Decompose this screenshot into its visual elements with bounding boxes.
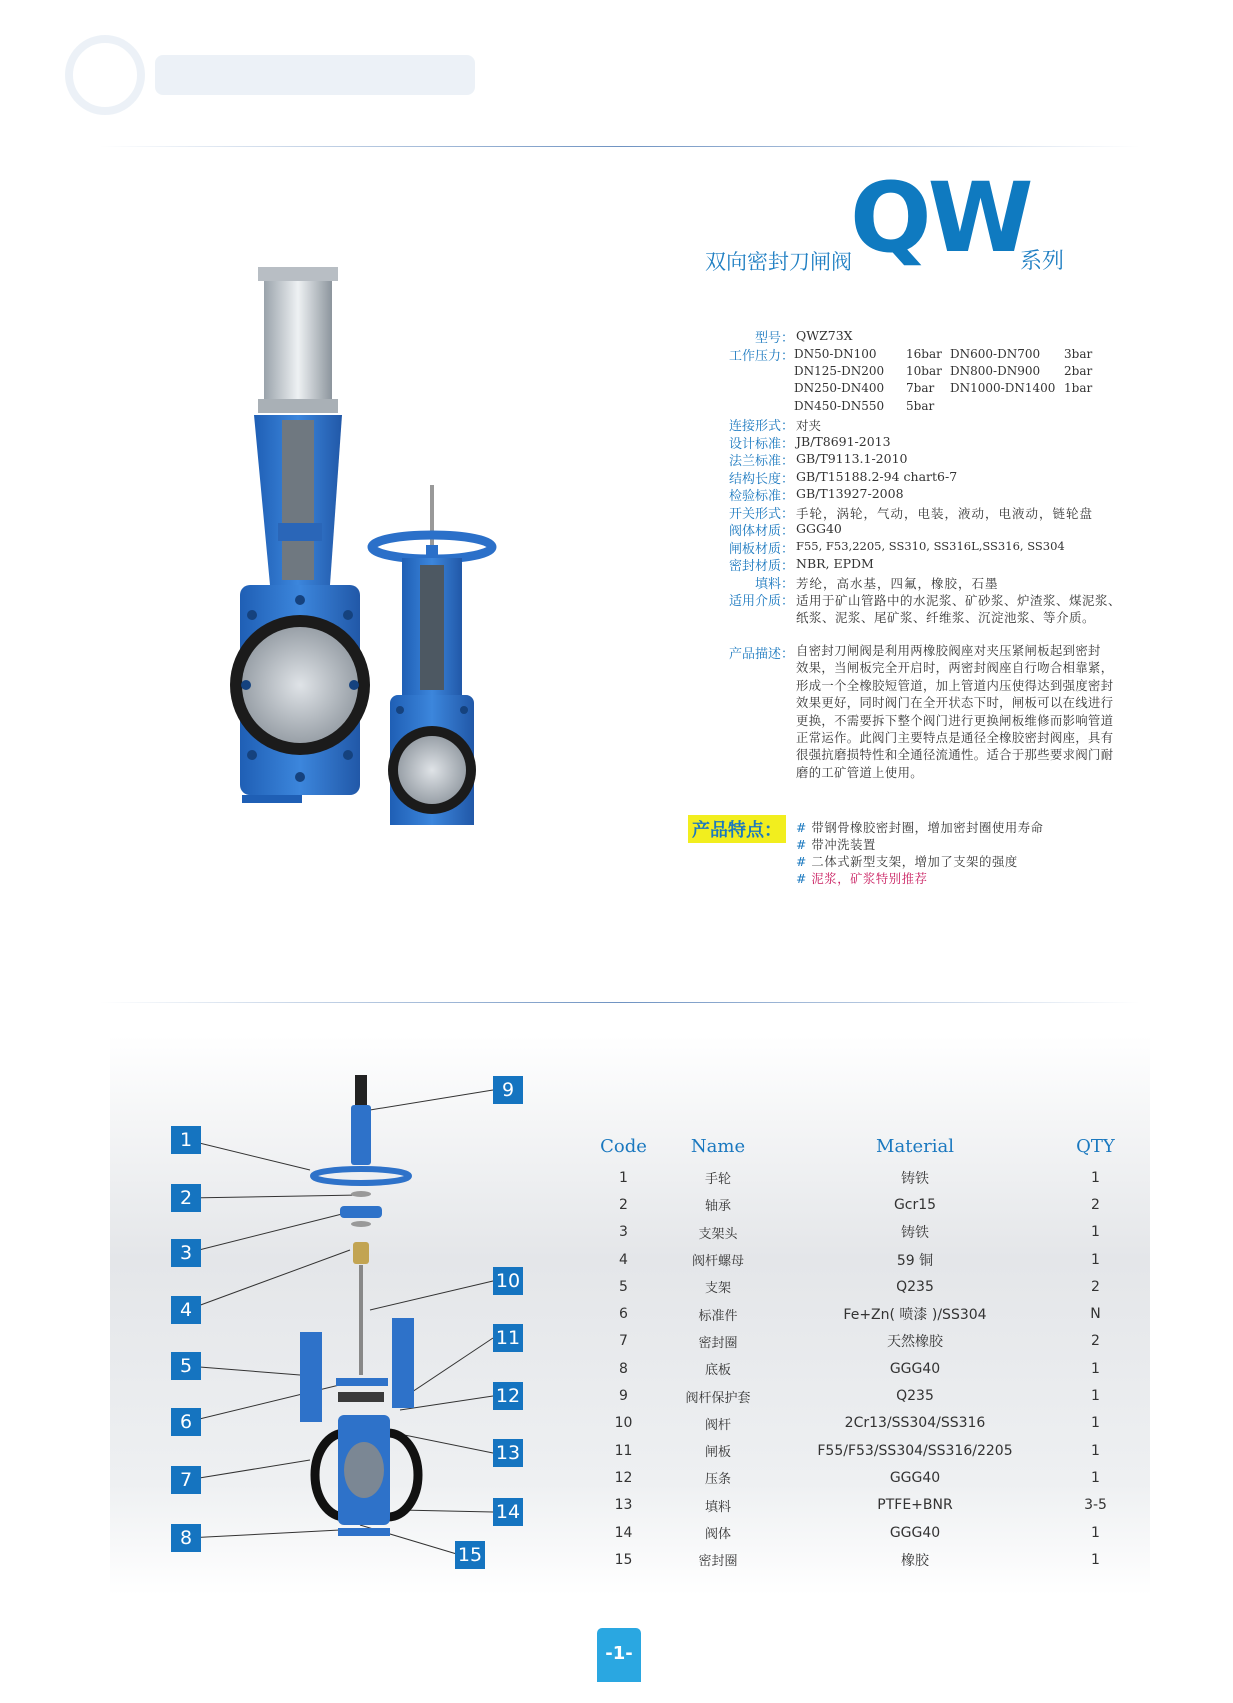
spec-value: GB/T9113.1-2010 xyxy=(796,451,908,466)
pressure-cell: DN1000-DN1400 xyxy=(950,381,1056,396)
part-code: 12 xyxy=(614,1469,633,1486)
part-material: Fe+Zn( 喷漆 )/SS304 xyxy=(843,1307,987,1324)
description-body xyxy=(796,643,1166,782)
spec-label: 连接形式： xyxy=(728,419,794,434)
part-material: F55/F53/SS304/SS316/2205 xyxy=(817,1442,1013,1459)
part-name: 底板 xyxy=(704,1363,731,1379)
description-line: 更换，不需要拆下整个阀门进行更换闸板维修而影响管道 xyxy=(796,713,1114,728)
exploded-view-diagram xyxy=(160,1060,540,1580)
feature-text: 泥浆，矿浆特别推荐 xyxy=(811,872,928,886)
spec-value: 手轮，涡轮，气动，电装，液动，电液动，链轮盘 xyxy=(796,506,1094,521)
feature-item xyxy=(796,869,928,887)
spec-value: F55, F53,2205, SS310, SS316L,SS316, SS304 xyxy=(796,539,1065,553)
part-code: 8 xyxy=(619,1360,628,1377)
part-material: 铸铁 xyxy=(901,1170,929,1187)
parts-row xyxy=(585,1219,1135,1246)
pressure-cell: DN450-DN550 xyxy=(794,398,885,413)
pressure-cell: 5bar xyxy=(906,398,935,413)
pressure-row xyxy=(794,397,1098,414)
part-material: 铸铁 xyxy=(901,1225,929,1242)
pressure-cell: 10bar xyxy=(906,364,942,379)
pressure-cell: 16bar xyxy=(906,346,942,361)
col-qty: QTY xyxy=(1076,1135,1115,1157)
part-code: 11 xyxy=(614,1442,633,1459)
callout-14: 14 xyxy=(493,1498,523,1526)
middle-divider xyxy=(100,1002,1140,1003)
model-value: QWZ73X xyxy=(796,328,853,343)
parts-row xyxy=(585,1328,1135,1355)
part-code: 1 xyxy=(619,1169,628,1186)
spec-value: 芳纶，高水基，四氟，橡胶，石墨 xyxy=(796,576,999,591)
part-material: Q235 xyxy=(896,1388,934,1405)
callout-7: 7 xyxy=(171,1466,201,1494)
part-name: 密封圈 xyxy=(698,1554,738,1570)
part-qty: 2 xyxy=(1091,1278,1100,1295)
feature-text: 二体式新型支架，增加了支架的强度 xyxy=(811,855,1018,869)
col-name: Name xyxy=(690,1135,746,1157)
pressure-label: 工作压力： xyxy=(728,349,794,364)
part-qty: 1 xyxy=(1091,1524,1100,1541)
part-material: 橡胶 xyxy=(901,1552,929,1569)
pressure-row xyxy=(794,380,1098,397)
part-material: 2Cr13/SS304/SS316 xyxy=(844,1415,986,1432)
part-name: 填料 xyxy=(704,1499,731,1515)
feature-text: 带钢骨橡胶密封圈，增加密封圈使用寿命 xyxy=(811,821,1044,835)
part-code: 3 xyxy=(619,1224,628,1241)
part-material: 59 铜 xyxy=(896,1252,934,1269)
spec-value: GGG40 xyxy=(796,521,842,536)
callout-12: 12 xyxy=(493,1382,523,1410)
feature-hash: # xyxy=(796,821,807,835)
company-logo-watermark xyxy=(60,30,480,120)
feature-item xyxy=(796,818,1044,836)
callout-10: 10 xyxy=(493,1267,523,1295)
parts-row xyxy=(585,1300,1135,1327)
part-name: 压条 xyxy=(704,1472,731,1488)
feature-hash: # xyxy=(796,838,807,852)
pressure-cell xyxy=(950,397,1064,414)
parts-row xyxy=(585,1464,1135,1491)
top-divider xyxy=(100,146,1140,147)
pressure-cell: 3bar xyxy=(1064,346,1093,361)
part-code: 10 xyxy=(614,1415,633,1432)
pressure-table xyxy=(794,345,1098,415)
part-code: 15 xyxy=(614,1551,633,1568)
part-qty: 2 xyxy=(1091,1196,1100,1213)
col-material: Material xyxy=(876,1135,954,1157)
part-qty: 3-5 xyxy=(1084,1497,1107,1514)
spec-label: 密封材质： xyxy=(728,559,794,574)
part-material: 天然橡胶 xyxy=(887,1334,943,1351)
part-name: 闸板 xyxy=(704,1445,731,1461)
pressure-cell: 2bar xyxy=(1064,364,1093,379)
part-material: Q235 xyxy=(896,1278,934,1295)
part-code: 9 xyxy=(619,1388,628,1405)
callout-3: 3 xyxy=(171,1239,201,1267)
part-qty: 1 xyxy=(1091,1388,1100,1405)
pressure-cell: 7bar xyxy=(906,381,935,396)
pressure-cell: DN50-DN100 xyxy=(794,346,877,361)
spec-value: 对夹 xyxy=(796,418,822,433)
parts-row xyxy=(585,1355,1135,1382)
parts-table xyxy=(585,1128,1135,1573)
description-line: 磨的工矿管道上使用。 xyxy=(796,765,923,780)
description-label: 产品描述： xyxy=(728,647,794,662)
part-material: GGG40 xyxy=(889,1469,941,1486)
description-line: 自密封刀闸阀是利用两橡胶阀座对夹压紧闸板起到密封 xyxy=(796,644,1101,658)
callout-8: 8 xyxy=(171,1524,201,1552)
callout-4: 4 xyxy=(171,1296,201,1324)
callout-9: 9 xyxy=(493,1076,523,1104)
part-qty: 1 xyxy=(1091,1224,1100,1241)
feature-text: 带冲洗装置 xyxy=(811,838,876,852)
parts-row xyxy=(585,1164,1135,1191)
part-name: 密封圈 xyxy=(698,1335,738,1351)
part-code: 5 xyxy=(619,1278,628,1295)
title-suffix: 系列 xyxy=(1020,249,1065,274)
part-qty: 1 xyxy=(1091,1469,1100,1486)
part-material: Gcr15 xyxy=(893,1196,937,1213)
part-name: 阀体 xyxy=(704,1527,731,1542)
part-qty: 1 xyxy=(1091,1442,1100,1459)
title-code: QW xyxy=(850,162,1030,274)
part-name: 标准件 xyxy=(698,1308,738,1324)
feature-hash: # xyxy=(796,872,807,886)
part-code: 14 xyxy=(614,1524,633,1541)
spec-label: 闸板材质： xyxy=(728,542,794,557)
part-code: 2 xyxy=(619,1196,628,1213)
part-code: 13 xyxy=(614,1497,633,1514)
part-qty: N xyxy=(1090,1306,1101,1323)
parts-row xyxy=(585,1273,1135,1300)
description-line: 效果，当闸板完全开启时，两密封阀座自行吻合相靠紧， xyxy=(796,661,1114,676)
spec-label: 法兰标准： xyxy=(728,454,794,469)
model-label: 型号： xyxy=(754,331,794,346)
part-code: 6 xyxy=(619,1306,628,1323)
part-qty: 1 xyxy=(1091,1551,1100,1568)
spec-label: 阀体材质： xyxy=(728,524,794,539)
part-name: 阀杆螺母 xyxy=(691,1254,744,1270)
callout-15: 15 xyxy=(455,1541,485,1569)
pressure-cell: DN600-DN700 xyxy=(950,346,1041,361)
pressure-row xyxy=(794,362,1098,379)
callout-6: 6 xyxy=(171,1408,201,1436)
pressure-row xyxy=(794,345,1098,362)
spec-label: 设计标准： xyxy=(728,437,794,452)
callout-5: 5 xyxy=(171,1352,201,1380)
part-material: PTFE+BNR xyxy=(877,1497,953,1514)
spec-value: GB/T15188.2-94 chart6-7 xyxy=(796,469,958,484)
parts-row xyxy=(585,1437,1135,1464)
part-qty: 1 xyxy=(1091,1251,1100,1268)
part-name: 支架 xyxy=(704,1281,731,1297)
parts-row xyxy=(585,1410,1135,1437)
description-line: 形成一个全橡胶短管道，加上管道内压使得达到强度密封 xyxy=(796,678,1114,693)
part-name: 手轮 xyxy=(704,1172,731,1188)
part-name: 支架头 xyxy=(698,1226,738,1242)
page-number: -1- xyxy=(597,1628,641,1682)
description-line: 很强抗磨损特性和全通径流通性。适合于那些要求阀门耐 xyxy=(796,748,1114,763)
callout-11: 11 xyxy=(493,1324,523,1352)
col-code: Code xyxy=(600,1135,647,1157)
spec-label: 填料： xyxy=(754,577,794,592)
parts-row xyxy=(585,1492,1135,1519)
part-name: 阀杆保护套 xyxy=(685,1390,751,1406)
media-label: 适用介质： xyxy=(728,594,794,609)
description-line: 正常运作。此阀门主要特点是通径全橡胶密封阀座，具有 xyxy=(796,731,1114,746)
media-line: 适用于矿山管路中的水泥浆、矿砂浆、炉渣浆、煤泥浆、 xyxy=(796,593,1122,608)
callout-1: 1 xyxy=(171,1126,201,1154)
part-qty: 2 xyxy=(1091,1333,1100,1350)
pressure-cell: DN125-DN200 xyxy=(794,364,885,379)
part-qty: 1 xyxy=(1091,1415,1100,1432)
parts-header-row xyxy=(585,1128,1135,1164)
part-code: 4 xyxy=(619,1251,628,1268)
spec-label: 开关形式： xyxy=(728,507,794,522)
valve-product-image xyxy=(230,255,510,825)
media-line: 纸浆、泥浆、尾矿浆、纤维浆、沉淀池浆、等介质。 xyxy=(796,610,1096,625)
part-code: 7 xyxy=(619,1333,628,1350)
spec-value: NBR, EPDM xyxy=(796,556,874,571)
parts-row xyxy=(585,1519,1135,1546)
callout-2: 2 xyxy=(171,1184,201,1212)
part-qty: 1 xyxy=(1091,1169,1100,1186)
features-label: 产品特点： xyxy=(688,815,786,843)
spec-value: GB/T13927-2008 xyxy=(796,486,904,501)
feature-item xyxy=(796,852,1018,870)
part-name: 阀杆 xyxy=(704,1417,731,1433)
parts-row xyxy=(585,1191,1135,1218)
spec-label: 结构长度： xyxy=(728,472,794,487)
pressure-cell: DN800-DN900 xyxy=(950,364,1041,379)
pressure-cell: 1bar xyxy=(1064,381,1093,396)
part-material: GGG40 xyxy=(889,1524,941,1541)
part-name: 轴承 xyxy=(704,1199,731,1215)
spec-value: JB/T8691-2013 xyxy=(796,434,891,449)
feature-item xyxy=(796,835,876,853)
callout-13: 13 xyxy=(493,1439,523,1467)
pressure-cell: DN250-DN400 xyxy=(794,381,885,396)
parts-row xyxy=(585,1382,1135,1409)
part-material: GGG40 xyxy=(889,1360,941,1377)
pressure-cell xyxy=(1064,397,1098,414)
title-cn: 双向密封刀闸阀 xyxy=(705,250,852,274)
feature-hash: # xyxy=(796,855,807,869)
spec-label: 检验标准： xyxy=(728,489,794,504)
description-line: 效果更好，同时阀门在全开状态下时，闸板可以在线进行 xyxy=(796,696,1114,711)
parts-row xyxy=(585,1546,1135,1573)
part-qty: 1 xyxy=(1091,1360,1100,1377)
parts-row xyxy=(585,1246,1135,1273)
